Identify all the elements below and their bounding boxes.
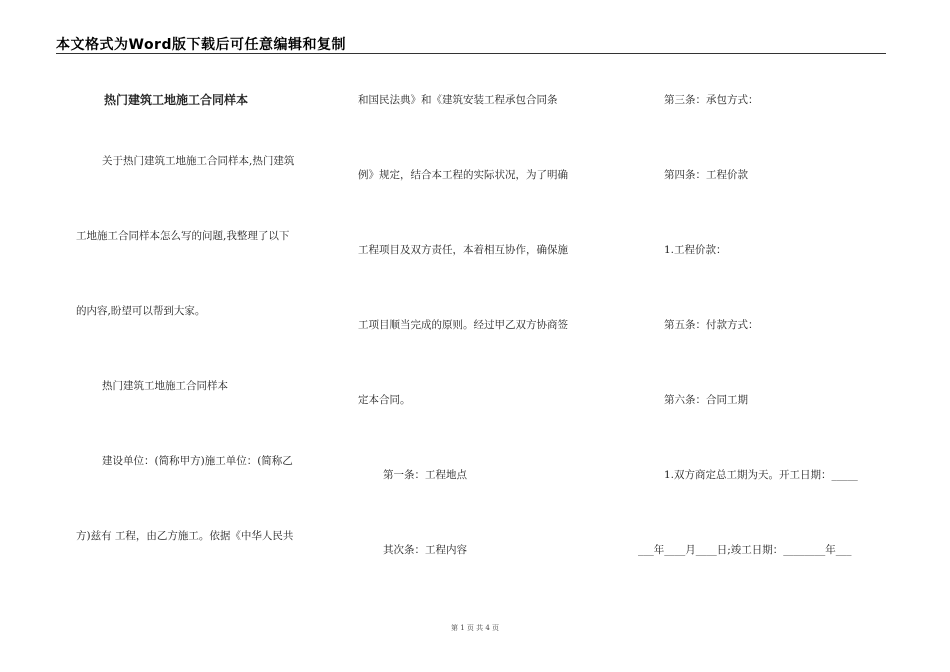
clause-heading: 第五条：付款方式： (664, 319, 759, 331)
paragraph-line: 和国民法典》和《建筑安装工程承包合同条 (358, 94, 558, 106)
paragraph-line: 1.双方商定总工期为天。开工日期：_____ (664, 469, 858, 481)
clause-heading: 第六条：合同工期 (664, 394, 748, 406)
page-footer: 第 1 页 共 4 页 (450, 624, 500, 632)
paragraph-line: 例》规定，结合本工程的实际状况，为了明确 (358, 169, 568, 181)
paragraph-line: ___年____月____日;竣工日期：________年___ (638, 544, 852, 556)
clause-heading: 第三条：承包方式： (664, 94, 759, 106)
paragraph-line: 建设单位：(简称甲方)施工单位：(简称乙 (102, 455, 293, 467)
paragraph-line: 工地施工合同样本怎么写的问题,我整理了以下 (76, 230, 290, 242)
paragraph-line: 工项目顺当完成的原则。经过甲乙双方协商签 (358, 319, 568, 331)
paragraph-line: 1.工程价款： (664, 244, 727, 256)
paragraph-line: 定本合同。 (358, 394, 411, 406)
document-banner: 本文格式为Word版下载后可任意编辑和复制 (56, 37, 346, 53)
paragraph-line: 关于热门建筑工地施工合同样本,热门建筑 (102, 155, 295, 167)
paragraph-line: 工程项目及双方责任，本着相互协作，确保施 (358, 244, 568, 256)
clause-heading: 第四条：工程价款 (664, 169, 748, 181)
paragraph-line: 方)兹有 工程，由乙方施工。依据《中华人民共 (76, 530, 294, 542)
document-title: 热门建筑工地施工合同样本 (104, 93, 249, 107)
header-rule (56, 53, 886, 54)
paragraph-line: 的内容,盼望可以帮到大家。 (76, 305, 206, 317)
clause-heading: 其次条：工程内容 (383, 544, 467, 556)
section-heading: 热门建筑工地施工合同样本 (102, 380, 228, 392)
clause-heading: 第一条：工程地点 (383, 469, 467, 481)
